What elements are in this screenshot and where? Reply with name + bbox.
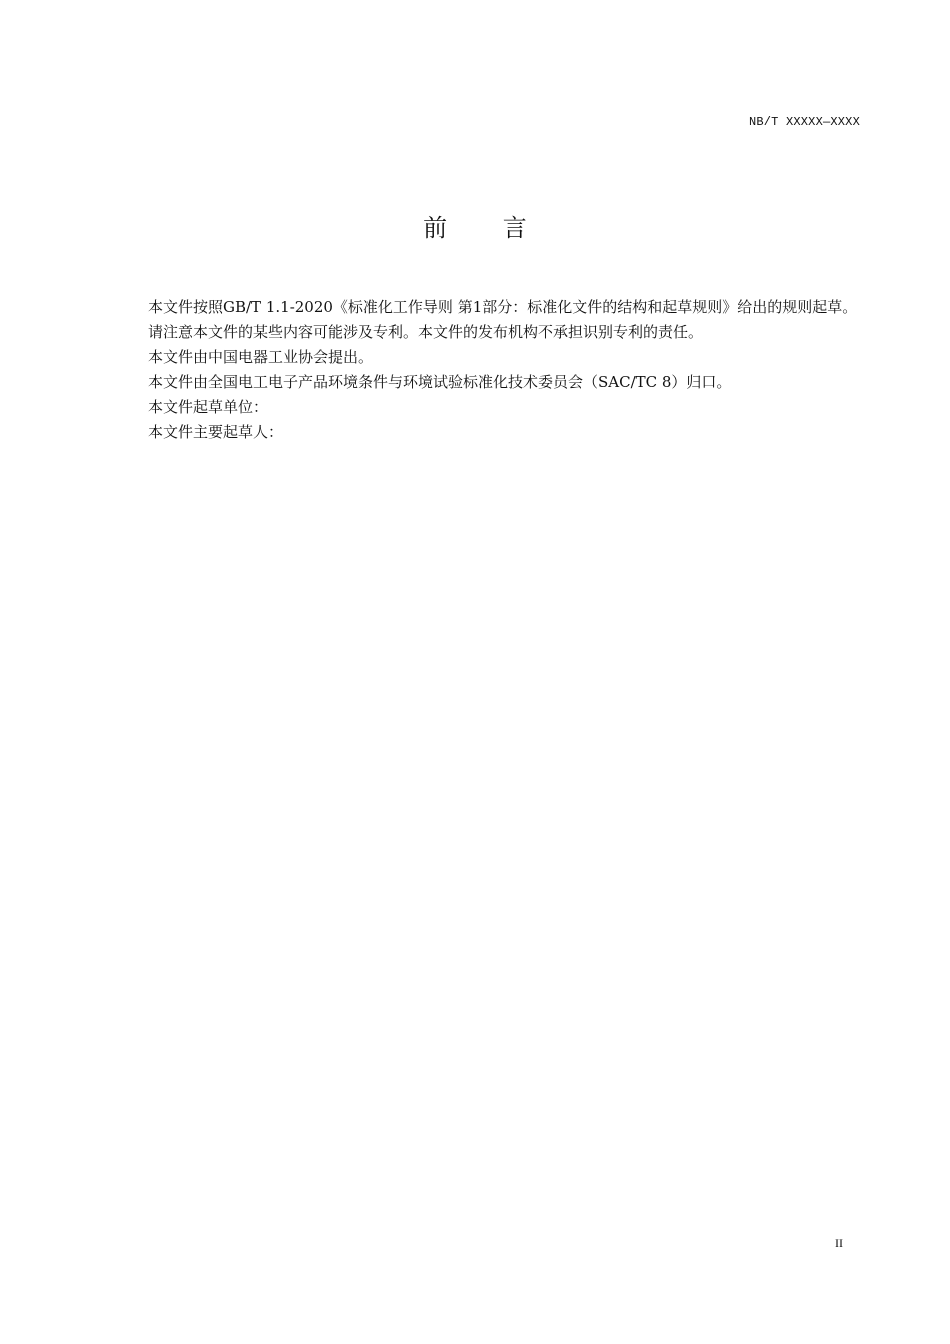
paragraph-drafting-rules: 本文件按照GB/T 1.1-2020《标准化工作导则 第1部分：标准化文件的结构和起草规则》给出的规则起草。 <box>148 298 858 316</box>
standard-code: NB/T XXXXX—XXXX <box>748 115 860 129</box>
paragraph-main-drafters: 本文件主要起草人： <box>148 423 284 441</box>
foreword-body <box>113 295 861 445</box>
paragraph-patent-notice: 请注意本文件的某些内容可能涉及专利。本文件的发布机构不承担识别专利的责任。 <box>148 323 704 341</box>
paragraph-technical-committee: 本文件由全国电工电子产品环境条件与环境试验标准化技术委员会（SAC/TC 8）归口。 <box>148 373 732 391</box>
paragraph-proposer: 本文件由中国电器工业协会提出。 <box>148 348 374 366</box>
page-title: 前 言 <box>423 214 551 242</box>
page-number: II <box>835 1236 843 1250</box>
paragraph-drafting-units: 本文件起草单位： <box>148 398 269 416</box>
